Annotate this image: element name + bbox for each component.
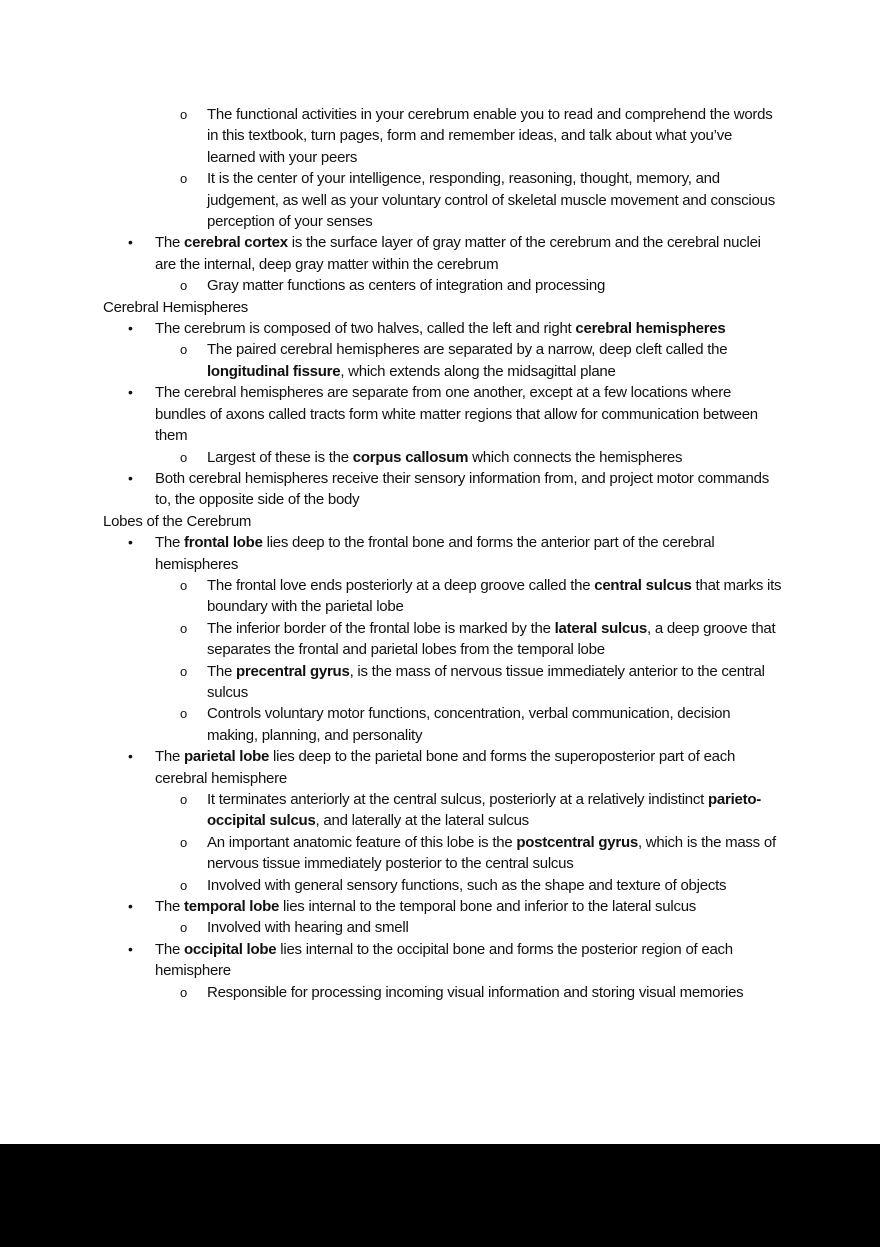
text-run: , and laterally at the lateral sulcus [315,812,529,830]
section-heading [103,297,783,318]
bold-term: corpus callosum [352,448,469,466]
sub-bullet-item [103,982,783,1003]
item-text [103,299,248,316]
bold-term: frontal lobe [184,534,263,552]
item-text [207,705,730,743]
bullet-icon: • [128,234,133,251]
item-text [207,919,409,936]
text-run: Controls voluntary motor functions, concentration, verbal communication, decision making, planning, and personality [207,705,731,744]
text-run: , which extends along the midsagittal plane [340,362,616,380]
bullet-item [103,939,783,982]
text-run: It terminates anteriorly at the central sulcus, posteriorly at a relatively indistinct [207,791,708,808]
text-run: The frontal love ends posteriorly at a deep groove called the [207,576,595,594]
text-run: Involved with general sensory functions, such as the shape and texture of objects [207,876,727,894]
text-run: The inferior border of the frontal lobe is marked by the [207,619,555,637]
bullet-item [103,232,783,275]
text-run: An important anatomic feature of this lobe is the [207,833,517,851]
item-text [155,320,725,337]
bullet-icon: • [128,320,133,337]
sub-bullet-item [103,661,783,704]
item-text [207,834,776,872]
circle-bullet-icon: o [180,577,187,593]
bullet-icon: • [128,940,133,957]
item-text [207,877,726,894]
bullet-icon: • [128,898,133,915]
bold-term: central sulcus [594,576,692,594]
circle-bullet-icon: o [180,342,187,358]
text-run: is the surface layer of gray matter of the cerebrum and the cerebral nuclei are the internal, deep gray matter within the cerebrum [155,234,761,273]
bold-term: lateral sulcus [554,619,647,637]
text-run: The [155,940,185,958]
text-run: lies internal to the occipital bone and forms the posterior region of each hemisphere [155,940,733,980]
sub-bullet-item [103,168,783,232]
text-run: lies internal to the temporal bone and inferior to the lateral sulcus [279,898,697,916]
bottom-black-bar [0,1144,880,1247]
item-text [155,534,714,572]
bold-term: parietal lobe [184,748,270,766]
item-text [155,234,761,272]
bold-term: cerebral hemispheres [575,320,726,338]
bold-term: temporal lobe [184,898,280,916]
circle-bullet-icon: o [180,449,187,465]
item-text [207,106,773,166]
bold-term: postcentral gyrus [516,833,638,851]
circle-bullet-icon: o [180,984,187,1000]
circle-bullet-icon: o [180,171,187,187]
text-run: The cerebrum is composed of two halves, called the left and right [155,320,576,338]
text-run: The [155,234,185,252]
sub-bullet-item [103,447,783,468]
text-run: Involved with hearing and smell [207,919,409,937]
document-body [103,104,783,1003]
item-text [155,384,758,444]
item-text [155,748,735,786]
text-run: The [155,534,185,552]
bullet-icon: • [128,384,133,401]
text-run: , is the mass of nervous tissue immediately anterior to the central sulcus [207,662,765,701]
bold-term: cerebral cortex [184,234,288,252]
sub-bullet-item [103,789,783,832]
item-text [207,620,775,658]
bullet-icon: • [128,469,133,486]
text-run: Gray matter functions as centers of integration and processing [207,277,606,295]
item-text [207,984,743,1001]
bullet-item [103,318,783,339]
text-run: Responsible for processing incoming visual information and storing visual memories [207,983,744,1001]
text-run: The functional activities in your cerebrum enable you to read and comprehend the words in this textbook, turn pages, form and remember ideas, and talk about what you’ve learned with your peers [207,106,773,166]
text-run: Cerebral Hemispheres [103,298,249,316]
sub-bullet-item [103,275,783,296]
sub-bullet-item [103,832,783,875]
text-run: lies deep to the parietal bone and forms the superoposterior part of each cerebral hemisphere [155,748,736,787]
text-run: The paired cerebral hemispheres are separated by a narrow, deep cleft called the [207,341,728,359]
sub-bullet-item [103,104,783,168]
bullet-item [103,468,783,511]
item-text [207,449,682,466]
circle-bullet-icon: o [180,278,187,294]
item-text [155,941,733,979]
text-run: that marks its boundary with the parietal lobe [207,576,782,616]
item-text [207,170,775,230]
bold-term: parieto-occipital sulcus [207,791,761,830]
item-text [155,470,769,508]
sub-bullet-item [103,618,783,661]
item-text [207,791,761,829]
circle-bullet-icon: o [180,877,187,893]
text-run: Both cerebral hemispheres receive their sensory information from, and project motor commands to, the opposite side of the body [155,469,769,509]
sub-bullet-item [103,575,783,618]
circle-bullet-icon: o [180,834,187,850]
bold-term: longitudinal fissure [207,362,341,380]
text-run: which connects the hemispheres [468,448,683,466]
text-run: It is the center of your intelligence, responding, reasoning, thought, memory, and judgement, as well as your voluntary control of skeletal muscle movement and conscious perception of your senses [207,170,775,231]
text-run: , which is the mass of nervous tissue immediately posterior to the central sulcus [207,833,776,873]
circle-bullet-icon: o [180,663,187,679]
sub-bullet-item [103,875,783,896]
text-run: , a deep groove that separates the frontal and parietal lobes from the temporal lobe [207,619,776,659]
item-text [207,577,781,615]
bullet-item [103,532,783,575]
bold-term: occipital lobe [184,940,277,958]
bullet-item [103,382,783,446]
item-text [207,341,727,379]
circle-bullet-icon: o [180,620,187,636]
text-run: The [155,898,185,916]
text-run: The [155,748,185,766]
circle-bullet-icon: o [180,920,187,936]
bold-term: precentral gyrus [236,662,350,680]
sub-bullet-item [103,339,783,382]
circle-bullet-icon: o [180,706,187,722]
text-run: The [207,662,237,680]
item-text [103,513,251,530]
circle-bullet-icon: o [180,107,187,122]
sub-bullet-item [103,703,783,746]
section-heading [103,511,783,532]
item-text [155,898,696,915]
bullet-item [103,746,783,789]
text-run: lies deep to the frontal bone and forms the anterior part of the cerebral hemispheres [155,534,715,573]
text-run: Largest of these is the [207,448,353,466]
bullet-icon: • [128,748,133,765]
item-text [207,663,765,701]
text-run: The cerebral hemispheres are separate from one another, except at a few locations where bundles of axons called tracts form white matter regions that allow for communication between them [155,384,758,445]
circle-bullet-icon: o [180,792,187,807]
item-text [207,277,605,294]
bullet-icon: • [128,534,133,551]
text-run: Lobes of the Cerebrum [103,512,252,530]
sub-bullet-item [103,917,783,938]
bullet-item [103,896,783,917]
